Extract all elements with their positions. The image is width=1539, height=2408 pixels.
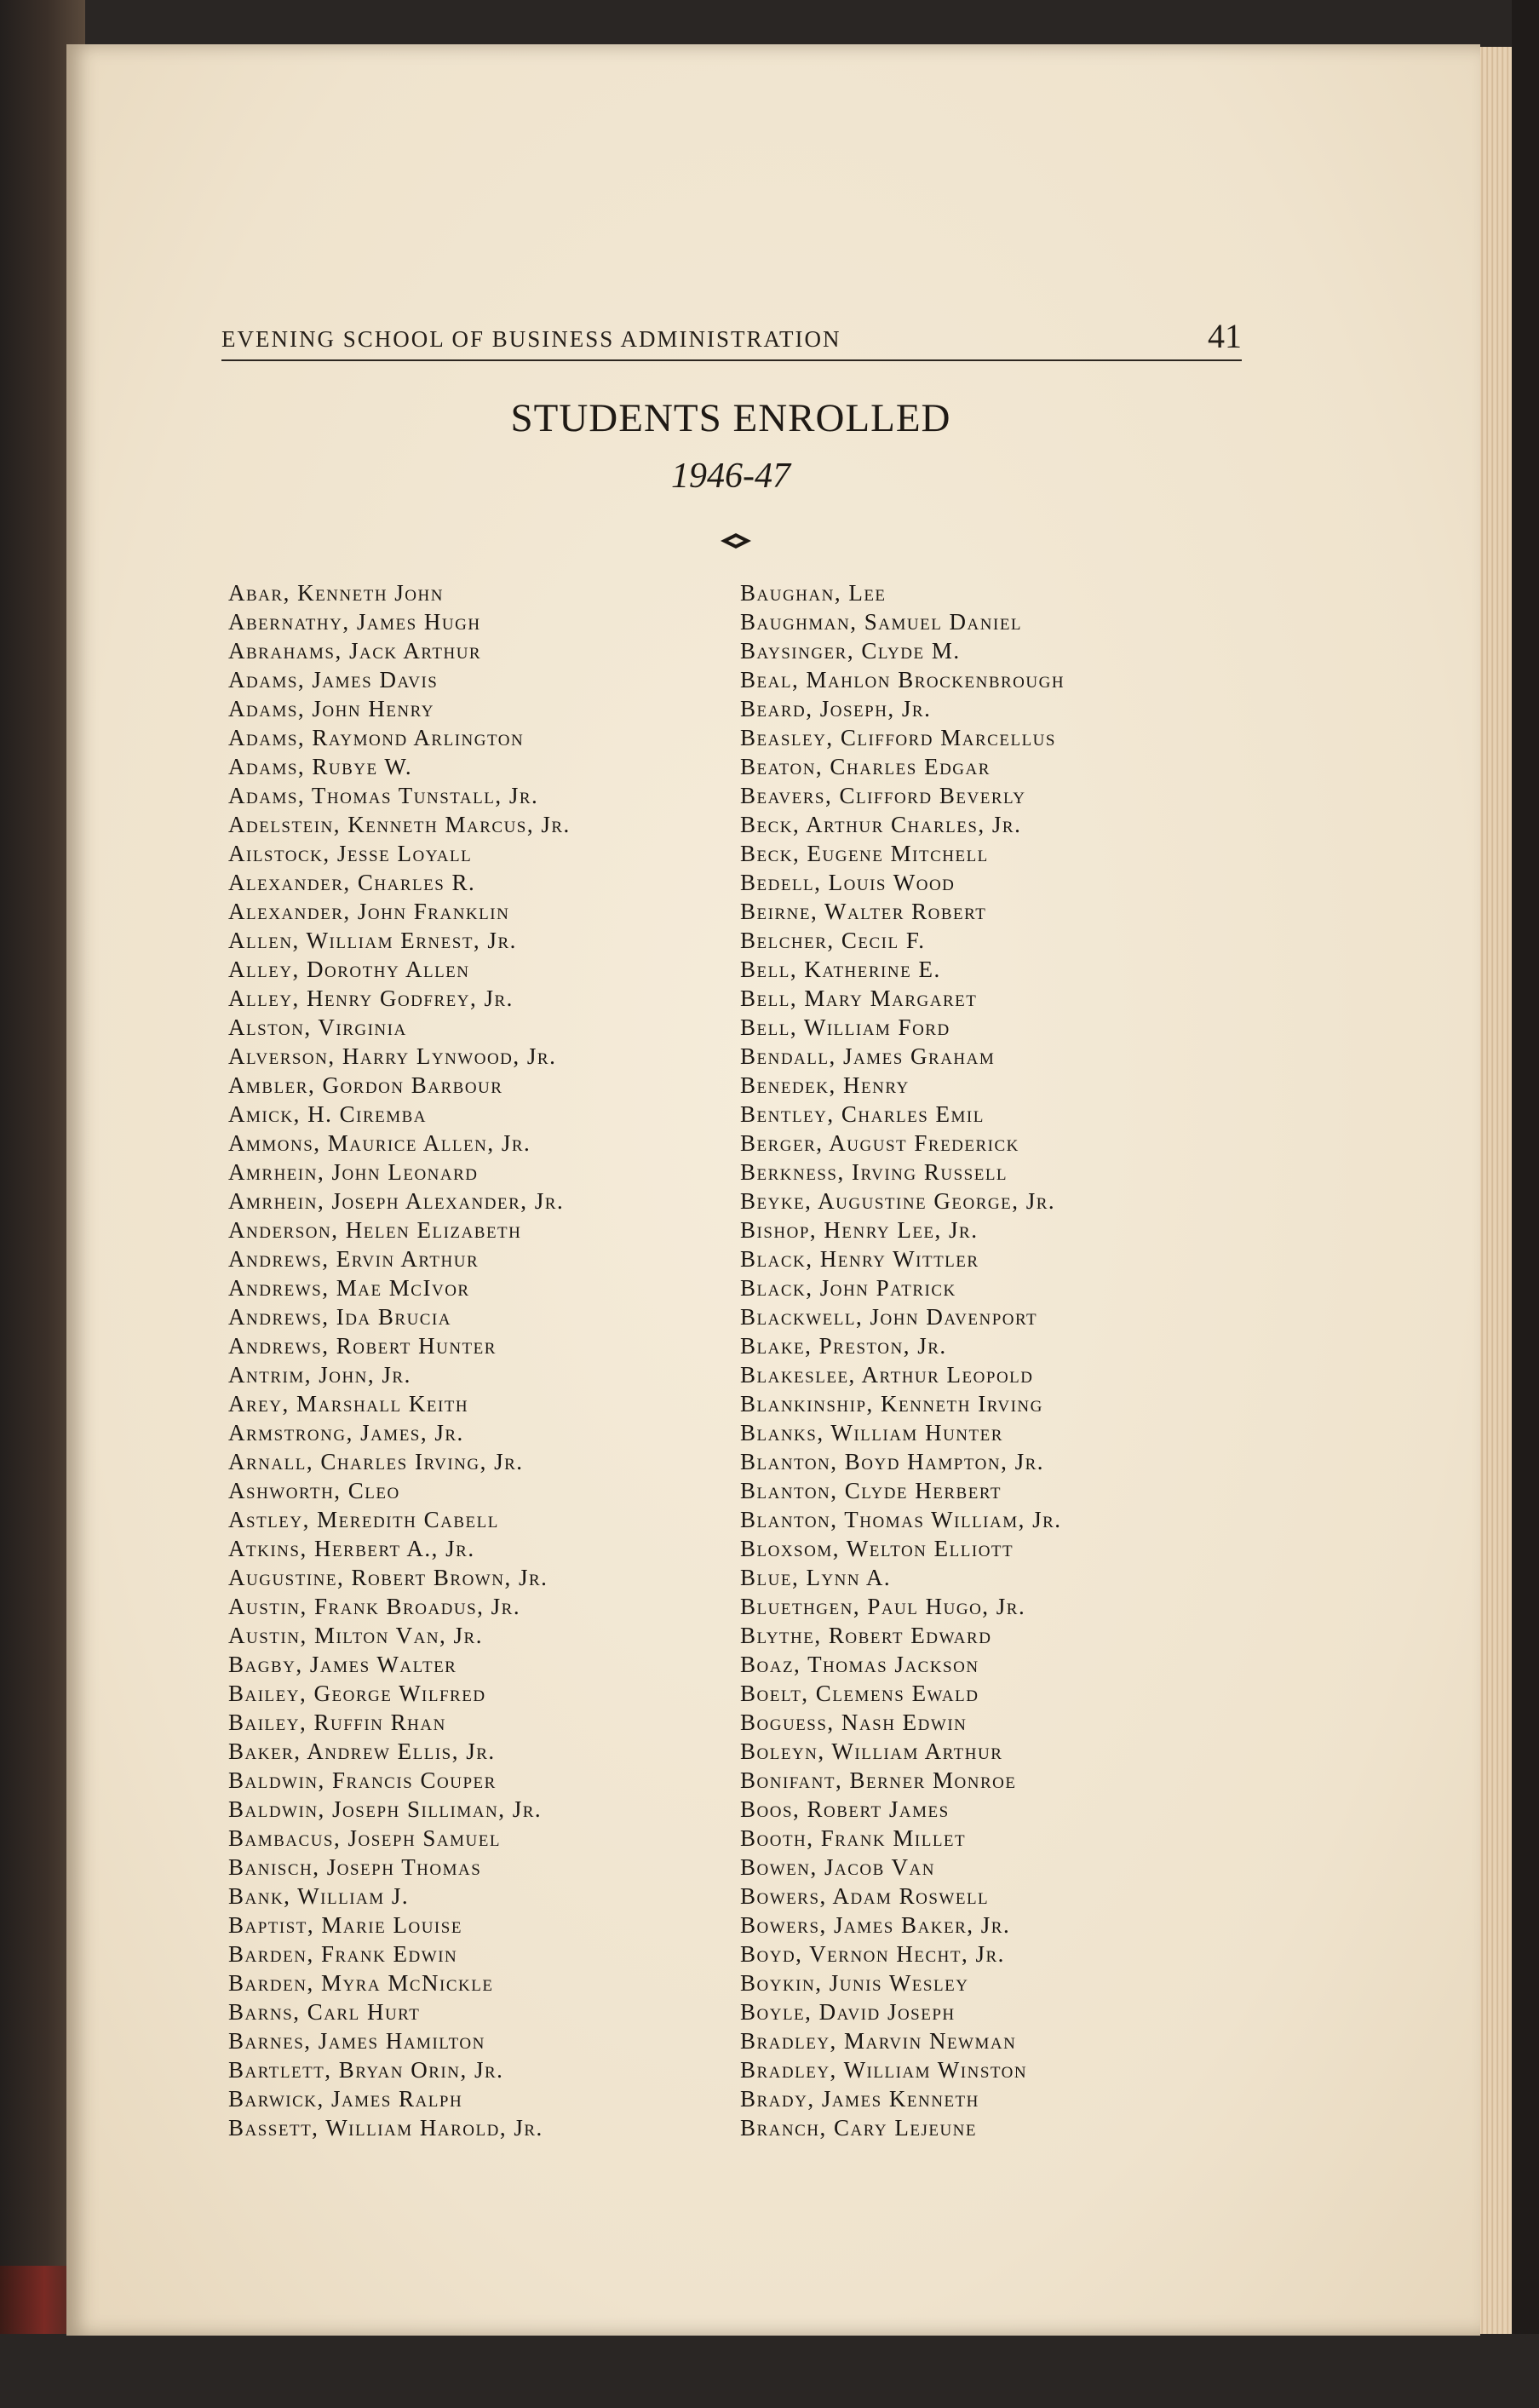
student-name: Alexander, Charles R. xyxy=(228,870,476,895)
student-name: Alley, Dorothy Allen xyxy=(228,957,470,982)
student-name: Boleyn, William Arthur xyxy=(740,1738,1003,1764)
student-name: Barden, Frank Edwin xyxy=(228,1941,458,1967)
student-name: Black, John Patrick xyxy=(740,1275,956,1301)
student-name: Belcher, Cecil F. xyxy=(740,928,926,953)
student-name: Baysinger, Clyde M. xyxy=(740,638,961,664)
student-name: Boguess, Nash Edwin xyxy=(740,1710,968,1735)
student-name: Ammons, Maurice Allen, Jr. xyxy=(228,1130,531,1156)
student-list-right-column xyxy=(740,578,1294,2142)
student-name: Blackwell, John Davenport xyxy=(740,1304,1038,1330)
student-name: Barden, Myra McNickle xyxy=(228,1970,494,1996)
student-name: Beard, Joseph, Jr. xyxy=(740,696,932,721)
student-name: Boyd, Vernon Hecht, Jr. xyxy=(740,1941,1005,1967)
student-name: Abar, Kenneth John xyxy=(228,580,444,606)
student-name: Anderson, Helen Elizabeth xyxy=(228,1217,522,1243)
student-name: Andrews, Robert Hunter xyxy=(228,1333,497,1359)
student-name: Barns, Carl Hurt xyxy=(228,1999,421,2025)
student-name: Bank, William J. xyxy=(228,1883,410,1909)
student-name: Barwick, James Ralph xyxy=(228,2086,463,2112)
student-name: Bendall, James Graham xyxy=(740,1043,996,1069)
student-name: Amrhein, John Leonard xyxy=(228,1159,479,1185)
student-name: Banisch, Joseph Thomas xyxy=(228,1854,482,1880)
student-name: Bentley, Charles Emil xyxy=(740,1101,985,1127)
student-name: Adams, Rubye W. xyxy=(228,754,413,779)
student-name: Adelstein, Kenneth Marcus, Jr. xyxy=(228,812,571,837)
student-name: Blake, Preston, Jr. xyxy=(740,1333,947,1359)
student-name: Booth, Frank Millet xyxy=(740,1825,967,1851)
student-name: Bowers, Adam Roswell xyxy=(740,1883,990,1909)
student-name: Abrahams, Jack Arthur xyxy=(228,638,482,664)
student-name: Black, Henry Wittler xyxy=(740,1246,979,1272)
student-name: Bell, Mary Margaret xyxy=(740,986,978,1011)
student-name: Beavers, Clifford Beverly xyxy=(740,783,1026,808)
student-name: Berger, August Frederick xyxy=(740,1130,1019,1156)
student-name: Blanton, Boyd Hampton, Jr. xyxy=(740,1449,1045,1474)
student-name: Bailey, George Wilfred xyxy=(228,1681,486,1706)
student-name: Benedek, Henry xyxy=(740,1072,910,1098)
student-name: Atkins, Herbert A., Jr. xyxy=(228,1536,475,1561)
student-name: Alverson, Harry Lynwood, Jr. xyxy=(228,1043,557,1069)
student-name: Adams, John Henry xyxy=(228,696,434,721)
student-name: Blankinship, Kenneth Irving xyxy=(740,1391,1043,1417)
student-name: Baldwin, Francis Couper xyxy=(228,1767,497,1793)
student-name: Bartlett, Bryan Orin, Jr. xyxy=(228,2057,504,2083)
student-name: Alston, Virginia xyxy=(228,1014,407,1040)
book-page xyxy=(66,44,1480,2336)
student-name: Bell, Katherine E. xyxy=(740,957,941,982)
student-name: Boos, Robert James xyxy=(740,1796,950,1822)
student-name: Blythe, Robert Edward xyxy=(740,1623,992,1648)
student-list-left-column xyxy=(228,578,739,2142)
student-name: Beal, Mahlon Brockenbrough xyxy=(740,667,1065,693)
academic-year: 1946-47 xyxy=(671,457,790,496)
student-name: Astley, Meredith Cabell xyxy=(228,1507,499,1532)
student-name: Blanton, Thomas William, Jr. xyxy=(740,1507,1062,1532)
student-name: Abernathy, James Hugh xyxy=(228,609,481,635)
student-name: Ambler, Gordon Barbour xyxy=(228,1072,503,1098)
student-name: Adams, Raymond Arlington xyxy=(228,725,525,750)
student-name: Amick, H. Ciremba xyxy=(228,1101,428,1127)
student-name: Bluethgen, Paul Hugo, Jr. xyxy=(740,1594,1026,1619)
student-name: Bradley, Marvin Newman xyxy=(740,2028,1017,2054)
student-name: Andrews, Ida Brucia xyxy=(228,1304,452,1330)
student-name: Bowers, James Baker, Jr. xyxy=(740,1912,1011,1938)
student-name: Alexander, John Franklin xyxy=(228,899,510,924)
student-name: Austin, Milton Van, Jr. xyxy=(228,1623,483,1648)
background-shadow xyxy=(0,2334,1539,2408)
student-name: Allen, William Ernest, Jr. xyxy=(228,928,517,953)
diamond-ornament-icon xyxy=(719,532,753,550)
student-name: Arnall, Charles Irving, Jr. xyxy=(228,1449,524,1474)
student-name: Beck, Eugene Mitchell xyxy=(740,841,989,866)
student-name: Boyle, David Joseph xyxy=(740,1999,956,2025)
student-name: Bradley, William Winston xyxy=(740,2057,1028,2083)
student-name: Andrews, Mae McIvor xyxy=(228,1275,470,1301)
student-name: Bedell, Louis Wood xyxy=(740,870,956,895)
student-name: Beyke, Augustine George, Jr. xyxy=(740,1188,1056,1214)
student-name: Adams, Thomas Tunstall, Jr. xyxy=(228,783,539,808)
student-name: Baptist, Marie Louise xyxy=(228,1912,462,1938)
page-number: 41 xyxy=(1208,317,1242,355)
student-name: Andrews, Ervin Arthur xyxy=(228,1246,480,1272)
student-name: Blue, Lynn A. xyxy=(740,1565,892,1590)
student-name: Austin, Frank Broadus, Jr. xyxy=(228,1594,521,1619)
student-name: Bonifant, Berner Monroe xyxy=(740,1767,1017,1793)
student-name: Armstrong, James, Jr. xyxy=(228,1420,464,1445)
student-name: Adams, James Davis xyxy=(228,667,439,693)
student-name: Beaton, Charles Edgar xyxy=(740,754,991,779)
student-name: Brady, James Kenneth xyxy=(740,2086,979,2112)
student-name: Bassett, William Harold, Jr. xyxy=(228,2115,543,2141)
student-name: Arey, Marshall Keith xyxy=(228,1391,469,1417)
student-name: Berkness, Irving Russell xyxy=(740,1159,1008,1185)
student-name: Alley, Henry Godfrey, Jr. xyxy=(228,986,514,1011)
page-title: STUDENTS ENROLLED xyxy=(510,396,951,440)
student-name: Bagby, James Walter xyxy=(228,1652,457,1677)
student-name: Antrim, John, Jr. xyxy=(228,1362,411,1388)
student-name: Beck, Arthur Charles, Jr. xyxy=(740,812,1022,837)
student-name: Ailstock, Jesse Loyall xyxy=(228,841,473,866)
student-name: Boaz, Thomas Jackson xyxy=(740,1652,979,1677)
student-name: Barnes, James Hamilton xyxy=(228,2028,485,2054)
student-name: Amrhein, Joseph Alexander, Jr. xyxy=(228,1188,565,1214)
student-name: Blanks, William Hunter xyxy=(740,1420,1003,1445)
student-name: Bambacus, Joseph Samuel xyxy=(228,1825,501,1851)
student-name: Branch, Cary Lejeune xyxy=(740,2115,977,2141)
student-name: Bloxsom, Welton Elliott xyxy=(740,1536,1014,1561)
student-name: Ashworth, Cleo xyxy=(228,1478,400,1503)
student-name: Boelt, Clemens Ewald xyxy=(740,1681,979,1706)
student-name: Baker, Andrew Ellis, Jr. xyxy=(228,1738,496,1764)
student-name: Blanton, Clyde Herbert xyxy=(740,1478,1002,1503)
student-name: Beasley, Clifford Marcellus xyxy=(740,725,1056,750)
student-name: Baldwin, Joseph Silliman, Jr. xyxy=(228,1796,543,1822)
student-name: Bowen, Jacob Van xyxy=(740,1854,935,1880)
student-name: Baughan, Lee xyxy=(740,580,887,606)
book-binding-right xyxy=(1512,0,1539,2408)
student-name: Boykin, Junis Wesley xyxy=(740,1970,969,1996)
running-header xyxy=(221,317,1242,361)
student-name: Bailey, Ruffin Rhan xyxy=(228,1710,446,1735)
student-name: Blakeslee, Arthur Leopold xyxy=(740,1362,1034,1388)
student-name: Beirne, Walter Robert xyxy=(740,899,987,924)
student-name: Baughman, Samuel Daniel xyxy=(740,609,1023,635)
student-name: Bell, William Ford xyxy=(740,1014,950,1040)
student-name: Bishop, Henry Lee, Jr. xyxy=(740,1217,979,1243)
running-title: EVENING SCHOOL OF BUSINESS ADMINISTRATION xyxy=(221,326,841,352)
student-name: Augustine, Robert Brown, Jr. xyxy=(228,1565,548,1590)
